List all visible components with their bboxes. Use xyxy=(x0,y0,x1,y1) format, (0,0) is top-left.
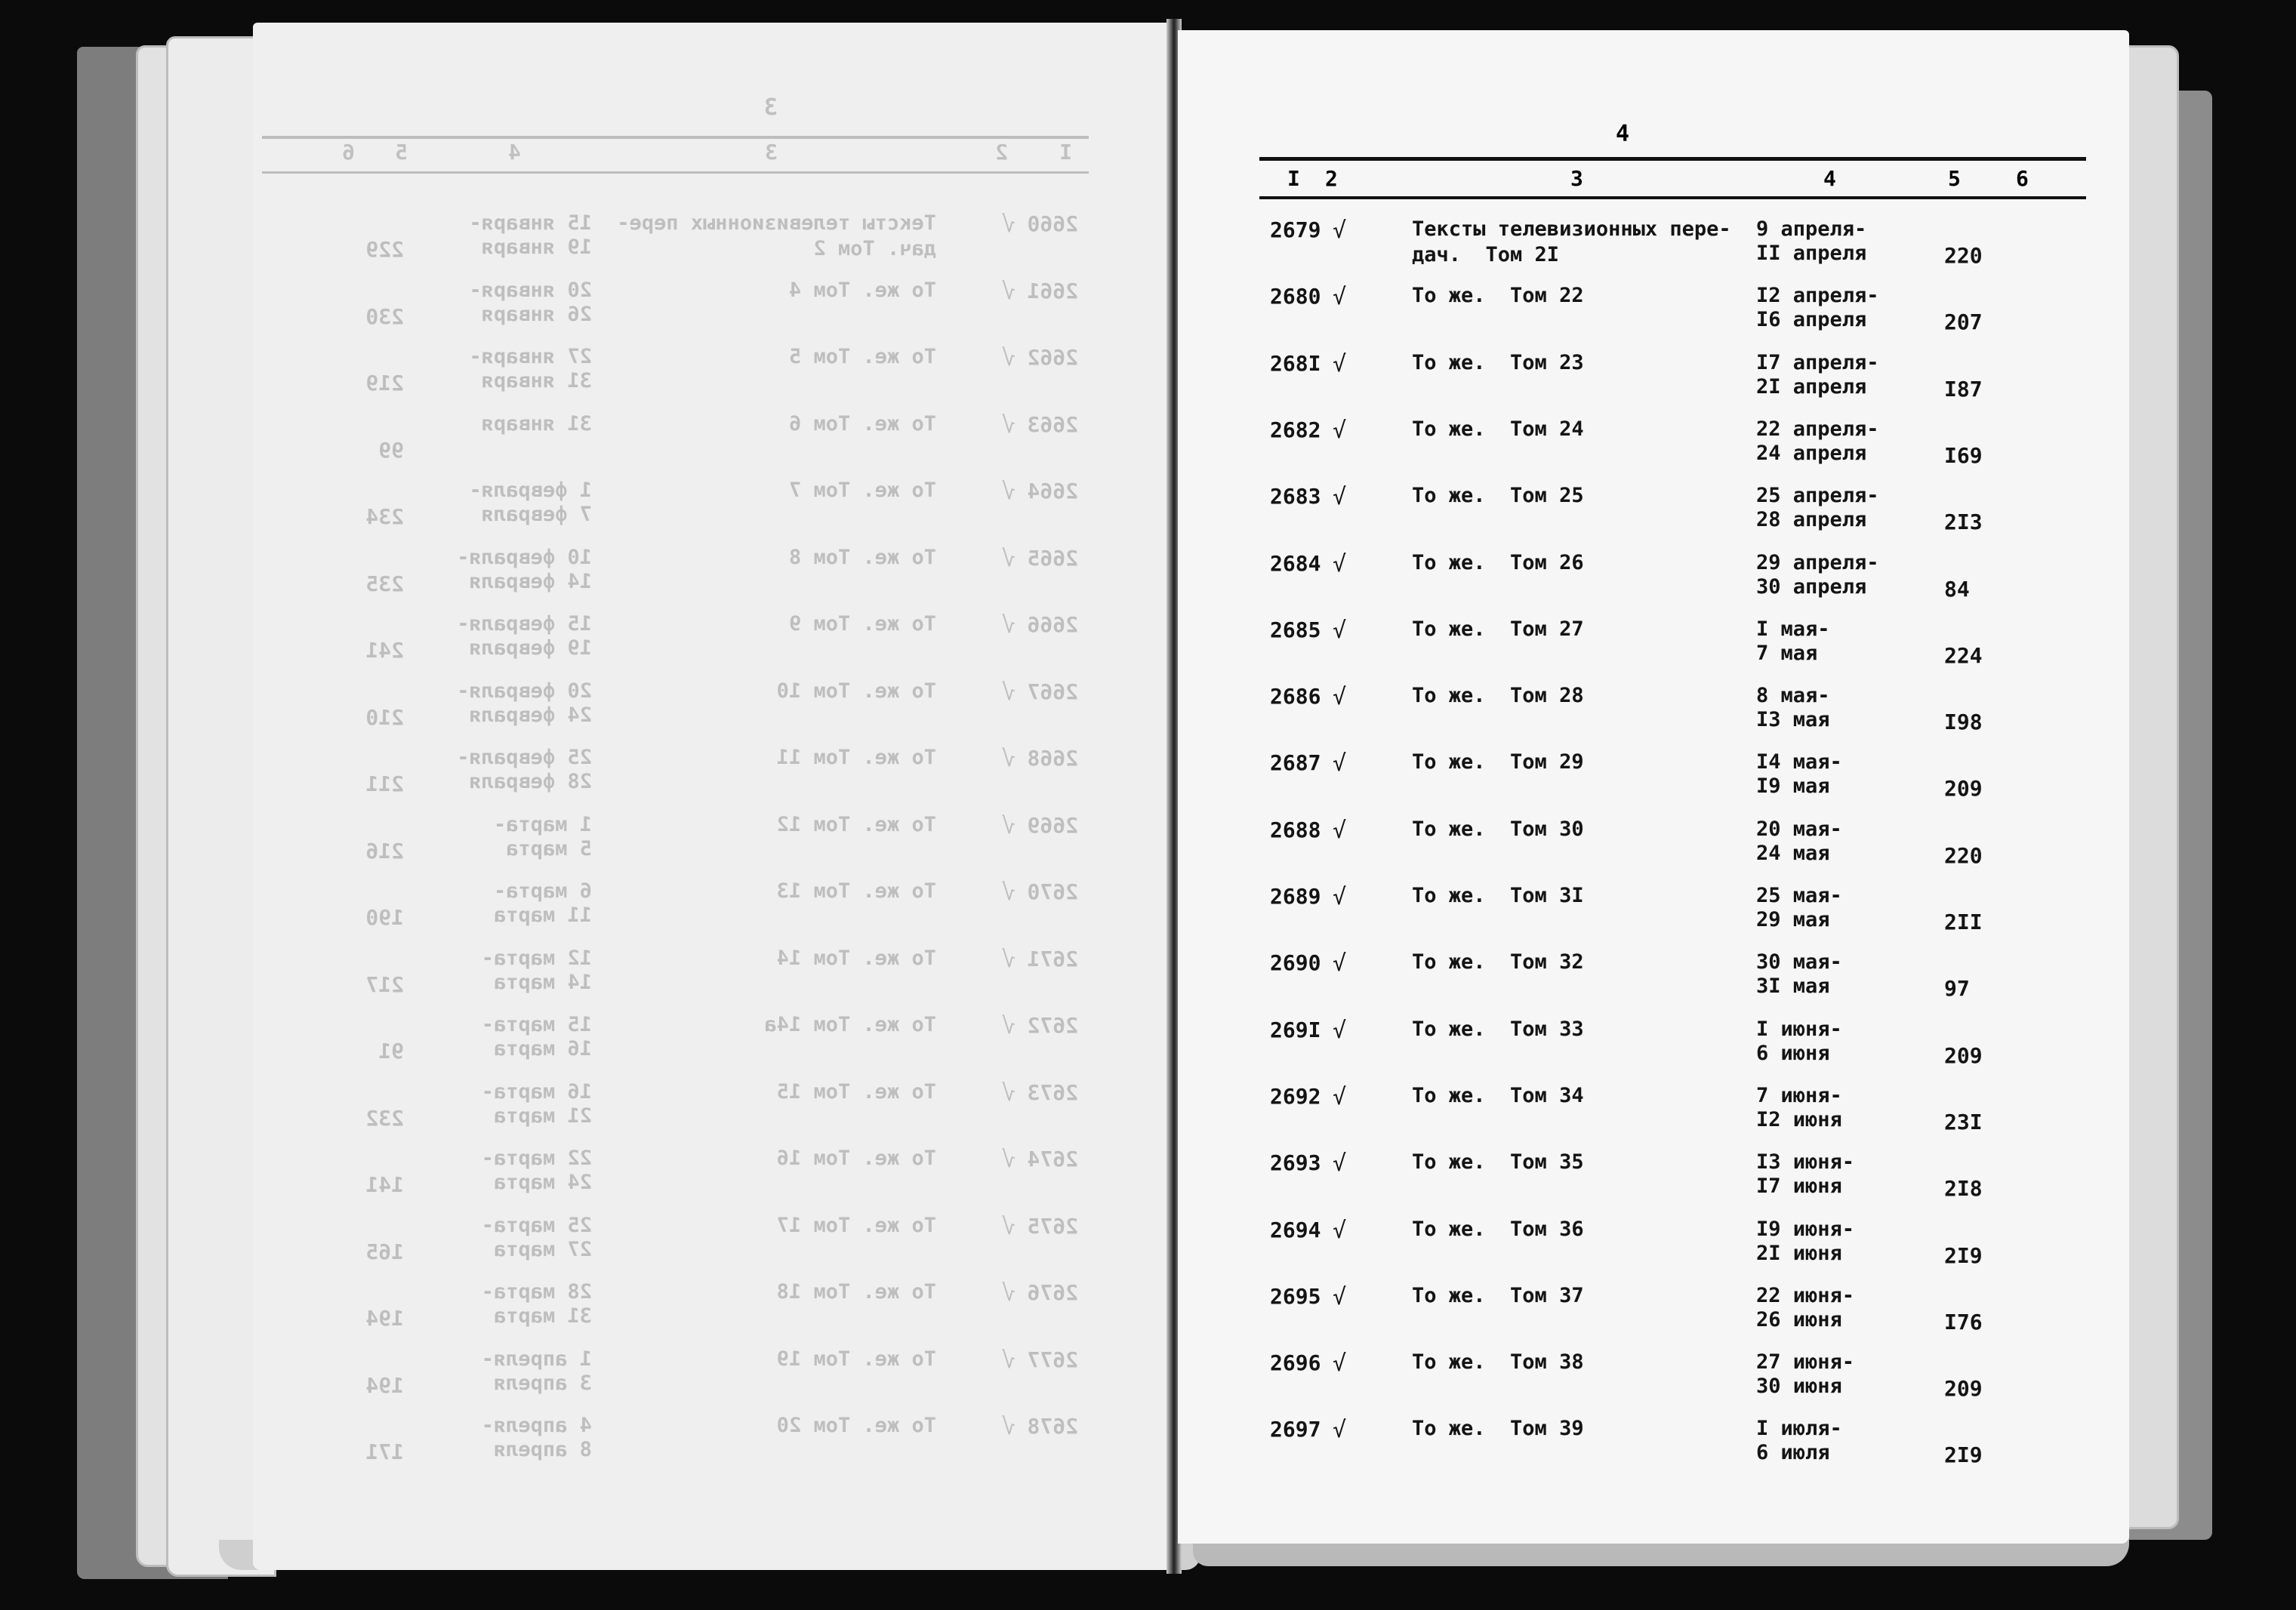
date-end: 7 февраля xyxy=(481,503,592,526)
sheet-count: 217 xyxy=(365,971,404,997)
record-title: То же. Том 14а xyxy=(764,1013,936,1036)
check-mark-icon: √ xyxy=(1333,484,1347,511)
left-page xyxy=(253,23,1170,1570)
date-start: 22 июня- xyxy=(1756,1283,1855,1307)
record-number: 2674 xyxy=(1027,1147,1078,1171)
table-row xyxy=(1178,284,2129,344)
sheet-count: 97 xyxy=(1944,976,1970,1002)
sheet-count: 194 xyxy=(365,1306,404,1331)
record-number: 2675 xyxy=(1027,1213,1078,1239)
sheet-count: 23I xyxy=(1944,1109,1983,1134)
table-row xyxy=(253,1414,1170,1474)
record-number: 2662 xyxy=(1027,345,1078,370)
sheet-count: 216 xyxy=(365,838,404,863)
header-rule-top xyxy=(1259,157,2086,161)
record-number: 2668 xyxy=(1027,746,1078,771)
date-start: 7 июня- xyxy=(1756,1083,1842,1107)
record-title: То же. Том 36 xyxy=(1412,1217,1584,1241)
check-mark-icon: √ xyxy=(1333,817,1347,844)
sheet-count: I69 xyxy=(1944,442,1983,468)
date-end: 24 февраля xyxy=(469,703,592,727)
check-mark-icon: √ xyxy=(1001,812,1015,839)
table-row xyxy=(1178,351,2129,411)
sheet-count: 209 xyxy=(1944,1376,1983,1402)
record-title: То же. Том 5 xyxy=(788,345,936,368)
table-header xyxy=(1178,166,2129,196)
record-title: То же. Том 37 xyxy=(1412,1283,1584,1307)
date-end: 11 марта xyxy=(493,904,592,927)
table-row xyxy=(253,479,1170,539)
record-number: 2689 xyxy=(1270,884,1321,909)
check-mark-icon: √ xyxy=(1333,884,1347,910)
date-start: 20 мая- xyxy=(1756,817,1842,841)
record-number: 2688 xyxy=(1270,817,1321,842)
sheet-count: 91 xyxy=(378,1039,404,1064)
date-start: 22 марта- xyxy=(481,1147,592,1170)
table-row xyxy=(1178,1417,2129,1477)
record-title: То же. Том 39 xyxy=(1412,1417,1584,1441)
check-mark-icon: √ xyxy=(1333,217,1347,244)
table-header xyxy=(253,140,1170,170)
sheet-count: 220 xyxy=(1944,842,1983,868)
date-end: 14 февраля xyxy=(469,569,592,593)
check-mark-icon: √ xyxy=(1001,1414,1015,1440)
record-title: То же. Том 6 xyxy=(788,411,936,436)
table-row xyxy=(253,879,1170,940)
table-row xyxy=(253,1013,1170,1073)
table-row xyxy=(1178,1084,2129,1144)
check-mark-icon: √ xyxy=(1001,1079,1015,1107)
date-start: 1 февраля- xyxy=(469,479,592,502)
check-mark-icon: √ xyxy=(1001,479,1015,505)
sheet-count: 211 xyxy=(365,771,404,796)
date-end: 28 февраля xyxy=(469,770,592,793)
record-number: 2671 xyxy=(1027,946,1078,971)
record-title: То же. Том 18 xyxy=(776,1280,936,1304)
table-row xyxy=(253,746,1170,806)
table-row xyxy=(1178,684,2129,744)
sheet-count: 230 xyxy=(365,303,404,329)
date-start: 29 апреля- xyxy=(1756,550,1879,574)
sheet-count: 219 xyxy=(365,371,404,396)
date-end: 26 июня xyxy=(1756,1307,1842,1331)
header-col-5: 5 xyxy=(395,140,408,165)
table-row xyxy=(253,1147,1170,1207)
table-row xyxy=(253,679,1170,740)
record-title: То же. Том 11 xyxy=(776,746,936,769)
check-mark-icon: √ xyxy=(1333,550,1347,577)
header-col-3: 3 xyxy=(765,140,778,165)
date-start: 15 января- xyxy=(469,211,592,235)
check-mark-icon: √ xyxy=(1333,1283,1347,1310)
table-row xyxy=(1178,750,2129,811)
record-title: То же. Том 12 xyxy=(776,812,936,836)
check-mark-icon: √ xyxy=(1001,1013,1015,1039)
record-number: 2683 xyxy=(1270,484,1321,509)
date-end: 21 марта xyxy=(493,1104,592,1128)
date-start: 1 апреля- xyxy=(481,1347,592,1371)
table-row xyxy=(1178,217,2129,278)
date-start: I9 июня- xyxy=(1756,1217,1855,1241)
table-row xyxy=(253,546,1170,606)
date-start: 1 марта- xyxy=(493,812,592,836)
record-number: 2686 xyxy=(1270,684,1321,710)
page-number: 4 xyxy=(1616,121,1630,147)
record-title: То же. Том 9 xyxy=(788,612,936,636)
sheet-count: 194 xyxy=(365,1372,404,1398)
sheet-count: 165 xyxy=(365,1239,404,1264)
record-number: 2684 xyxy=(1270,550,1321,576)
date-end: 19 января xyxy=(481,235,592,259)
table-row xyxy=(1178,817,2129,878)
header-col-6: 6 xyxy=(2016,166,2029,191)
date-end: 29 мая xyxy=(1756,908,1830,931)
date-end: 14 марта xyxy=(493,970,592,994)
table-row xyxy=(1178,1350,2129,1411)
date-start: 22 апреля- xyxy=(1756,417,1879,441)
sheet-count: 2I9 xyxy=(1944,1442,1983,1468)
record-number: 2695 xyxy=(1270,1283,1321,1309)
check-mark-icon: √ xyxy=(1001,879,1015,906)
date-start: 31 января xyxy=(481,411,592,436)
record-title: То же. Том 22 xyxy=(1412,284,1584,308)
table-row xyxy=(1178,884,2129,944)
sheet-count: 171 xyxy=(365,1439,404,1464)
sheet-count: 2I9 xyxy=(1944,1242,1983,1268)
date-start: I3 июня- xyxy=(1756,1150,1855,1174)
table-row xyxy=(1178,1284,2129,1344)
header-rule-bottom xyxy=(1259,196,2086,199)
record-number: 2693 xyxy=(1270,1150,1321,1176)
table-row xyxy=(253,1080,1170,1141)
date-start: 16 марта- xyxy=(481,1079,592,1104)
sheet-count: 224 xyxy=(1944,642,1983,668)
date-end: 27 марта xyxy=(493,1237,592,1261)
sheet-count: 141 xyxy=(365,1172,404,1197)
date-start: I7 апреля- xyxy=(1756,350,1879,374)
record-title: То же. Том 13 xyxy=(776,879,936,903)
date-start: 10 февраля- xyxy=(457,545,592,569)
header-col-3: 3 xyxy=(1570,166,1583,191)
date-end: 3I мая xyxy=(1756,974,1830,999)
sheet-count: 229 xyxy=(365,237,404,262)
record-number: 2677 xyxy=(1027,1347,1078,1372)
check-mark-icon: √ xyxy=(1001,679,1015,706)
sheet-count: 99 xyxy=(378,437,404,463)
date-start: 8 мая- xyxy=(1756,684,1830,708)
record-number: 2669 xyxy=(1027,812,1078,838)
check-mark-icon: √ xyxy=(1333,1150,1347,1177)
record-title: То же. Том 32 xyxy=(1412,950,1584,974)
sheet-count: 2II xyxy=(1944,910,1983,934)
date-end: 24 апреля xyxy=(1756,441,1867,465)
check-mark-icon: √ xyxy=(1333,950,1347,977)
date-start: 6 марта- xyxy=(493,879,592,903)
date-end: 26 января xyxy=(481,302,592,326)
check-mark-icon: √ xyxy=(1001,1280,1015,1307)
date-end: 2I июня xyxy=(1756,1241,1842,1265)
record-number: 2697 xyxy=(1270,1417,1321,1442)
date-end: 30 июня xyxy=(1756,1375,1842,1399)
check-mark-icon: √ xyxy=(1333,1417,1347,1444)
check-mark-icon: √ xyxy=(1333,350,1347,377)
check-mark-icon: √ xyxy=(1001,612,1015,639)
sheet-count: I76 xyxy=(1944,1309,1983,1334)
record-title-continued: дач. Том 2 xyxy=(813,237,936,260)
check-mark-icon: √ xyxy=(1001,1147,1015,1173)
record-number: 2679 xyxy=(1270,217,1321,242)
sheet-count: 232 xyxy=(365,1105,404,1131)
record-title: То же. Том 7 xyxy=(788,479,936,502)
table-row xyxy=(1178,1017,2129,1078)
record-number: 269I xyxy=(1270,1017,1321,1042)
record-number: 2680 xyxy=(1270,284,1321,309)
record-title: То же. Том 4 xyxy=(788,278,936,302)
check-mark-icon: √ xyxy=(1333,684,1347,711)
date-start: 12 марта- xyxy=(481,946,592,970)
record-title: То же. Том 15 xyxy=(776,1079,936,1104)
record-title: То же. Том 16 xyxy=(776,1147,936,1170)
sheet-count: 241 xyxy=(365,638,404,663)
sheet-count: 235 xyxy=(365,571,404,596)
date-start: 15 марта- xyxy=(481,1013,592,1036)
sheet-count: 2I3 xyxy=(1944,509,1983,535)
table-row xyxy=(1178,551,2129,611)
record-number: 2661 xyxy=(1027,278,1078,303)
record-number: 2696 xyxy=(1270,1350,1321,1376)
record-number: 2690 xyxy=(1270,950,1321,976)
check-mark-icon: √ xyxy=(1001,1213,1015,1240)
table-row xyxy=(253,1214,1170,1274)
header-rule-top xyxy=(262,136,1089,139)
record-title: То же. Том 14 xyxy=(776,946,936,970)
date-end: 24 мая xyxy=(1756,841,1830,865)
date-end: 6 июля xyxy=(1756,1441,1830,1465)
check-mark-icon: √ xyxy=(1001,411,1015,439)
date-end: I2 июня xyxy=(1756,1107,1842,1131)
record-number: 2676 xyxy=(1027,1280,1078,1305)
date-start: 28 марта- xyxy=(481,1280,592,1304)
record-number: 2670 xyxy=(1027,879,1078,904)
table-row xyxy=(1178,1218,2129,1278)
record-number: 2672 xyxy=(1027,1013,1078,1038)
date-end: 16 марта xyxy=(493,1037,592,1061)
date-start: 20 января- xyxy=(469,278,592,302)
check-mark-icon: √ xyxy=(1333,617,1347,644)
record-number: 2687 xyxy=(1270,750,1321,776)
date-start: 4 апреля- xyxy=(481,1414,592,1437)
check-mark-icon: √ xyxy=(1001,746,1015,772)
page-number: 3 xyxy=(763,94,778,121)
record-title: То же. Том 35 xyxy=(1412,1150,1584,1174)
header-col-1: I xyxy=(1059,140,1072,165)
record-title: То же. Том 38 xyxy=(1412,1350,1584,1375)
sheet-count: 209 xyxy=(1944,776,1983,802)
date-start: 20 февраля- xyxy=(457,679,592,703)
table-row xyxy=(253,947,1170,1007)
record-number: 2660 xyxy=(1027,211,1078,236)
record-number: 2666 xyxy=(1027,612,1078,637)
sheet-count: 210 xyxy=(365,704,404,730)
date-end: 8 апреля xyxy=(493,1438,592,1461)
date-end: 6 июня xyxy=(1756,1041,1830,1065)
sheet-count: 190 xyxy=(365,905,404,930)
date-end: 30 апреля xyxy=(1756,574,1867,599)
record-title: Тексты телевизионных пере- xyxy=(617,211,936,235)
record-title: То же. Том 19 xyxy=(776,1347,936,1371)
record-title: То же. Том 17 xyxy=(776,1213,936,1237)
table-row xyxy=(253,345,1170,405)
record-number: 2678 xyxy=(1027,1414,1078,1439)
date-end: 5 марта xyxy=(506,836,592,860)
sheet-count: 2I8 xyxy=(1944,1176,1983,1202)
record-title: То же. Том 30 xyxy=(1412,817,1584,841)
date-start: 25 апреля- xyxy=(1756,484,1879,508)
date-end: 28 апреля xyxy=(1756,508,1867,532)
record-number: 2692 xyxy=(1270,1083,1321,1109)
date-start: 27 января- xyxy=(469,345,592,368)
sheet-count: 84 xyxy=(1944,576,1970,602)
header-rule-bottom xyxy=(262,171,1089,174)
record-title-continued: дач. Том 2I xyxy=(1412,243,1560,266)
header-col-4: 4 xyxy=(1823,166,1836,191)
check-mark-icon: √ xyxy=(1333,1017,1347,1044)
date-end: I3 мая xyxy=(1756,708,1830,732)
check-mark-icon: √ xyxy=(1333,1217,1347,1244)
record-number: 2663 xyxy=(1027,411,1078,437)
date-start: I июня- xyxy=(1756,1017,1842,1041)
check-mark-icon: √ xyxy=(1333,417,1347,444)
check-mark-icon: √ xyxy=(1001,946,1015,973)
date-start: 25 мая- xyxy=(1756,884,1842,907)
record-title: То же. Том 29 xyxy=(1412,750,1584,774)
date-end: I6 апреля xyxy=(1756,308,1867,332)
check-mark-icon: √ xyxy=(1333,1350,1347,1378)
table-row xyxy=(1178,417,2129,478)
record-title: То же. Том 33 xyxy=(1412,1017,1584,1041)
sheet-count: 209 xyxy=(1944,1042,1983,1068)
date-start: 27 июня- xyxy=(1756,1350,1855,1375)
table-row xyxy=(253,612,1170,673)
table-row xyxy=(253,279,1170,339)
date-end: 31 января xyxy=(481,369,592,392)
record-number: 268I xyxy=(1270,350,1321,376)
date-start: 25 марта- xyxy=(481,1213,592,1237)
date-end: 24 марта xyxy=(493,1171,592,1194)
record-title: То же. Том 8 xyxy=(788,545,936,569)
date-end: 19 февраля xyxy=(469,636,592,660)
date-start: 30 мая- xyxy=(1756,950,1842,974)
date-start: 25 февраля- xyxy=(457,746,592,769)
record-title: Тексты телевизионных пере- xyxy=(1412,217,1731,241)
table-row xyxy=(1178,950,2129,1011)
header-col-2: 2 xyxy=(995,140,1008,165)
date-start: I мая- xyxy=(1756,617,1830,641)
date-end: 7 мая xyxy=(1756,641,1818,665)
header-col-2: 2 xyxy=(1325,166,1338,191)
record-title: То же. Том 10 xyxy=(776,679,936,703)
table-row xyxy=(1178,617,2129,678)
record-title: То же. Том 26 xyxy=(1412,550,1584,574)
record-title: То же. Том 27 xyxy=(1412,617,1584,641)
record-number: 2694 xyxy=(1270,1217,1321,1242)
header-col-5: 5 xyxy=(1948,166,1961,191)
record-number: 2682 xyxy=(1270,417,1321,442)
record-title: То же. Том 23 xyxy=(1412,350,1584,374)
table-row xyxy=(253,1280,1170,1341)
check-mark-icon: √ xyxy=(1001,278,1015,305)
date-end: I7 июня xyxy=(1756,1174,1842,1199)
record-number: 2673 xyxy=(1027,1079,1078,1105)
header-col-6: 6 xyxy=(342,140,355,165)
check-mark-icon: √ xyxy=(1001,1347,1015,1374)
date-start: I июля- xyxy=(1756,1417,1842,1441)
date-end: 31 марта xyxy=(493,1304,592,1328)
record-number: 2665 xyxy=(1027,545,1078,571)
record-title: То же. Том 28 xyxy=(1412,684,1584,708)
check-mark-icon: √ xyxy=(1333,750,1347,777)
table-row xyxy=(253,412,1170,473)
left-page-mirrored-text xyxy=(253,23,1170,1570)
check-mark-icon: √ xyxy=(1001,345,1015,371)
table-row xyxy=(1178,484,2129,544)
sheet-count: 234 xyxy=(365,504,404,529)
table-row xyxy=(253,1347,1170,1408)
date-start: 15 февраля- xyxy=(457,612,592,636)
check-mark-icon: √ xyxy=(1333,284,1347,311)
record-title: То же. Том 25 xyxy=(1412,484,1584,508)
record-title: То же. Том 3I xyxy=(1412,884,1584,907)
record-title: То же. Том 34 xyxy=(1412,1083,1584,1107)
date-start: I2 апреля- xyxy=(1756,284,1879,308)
sheet-count: 220 xyxy=(1944,243,1983,268)
header-col-1: I xyxy=(1287,166,1300,191)
date-end: I9 мая xyxy=(1756,774,1830,799)
table-row xyxy=(1178,1150,2129,1211)
date-start: 9 апреля- xyxy=(1756,217,1867,241)
record-number: 2664 xyxy=(1027,479,1078,503)
sheet-count: 207 xyxy=(1944,309,1983,335)
record-number: 2667 xyxy=(1027,679,1078,704)
date-end: 3 апреля xyxy=(493,1371,592,1395)
record-title: То же. Том 20 xyxy=(776,1414,936,1437)
check-mark-icon: √ xyxy=(1333,1083,1347,1110)
sheet-count: I98 xyxy=(1944,710,1983,735)
sheet-count: I87 xyxy=(1944,376,1983,402)
header-col-4: 4 xyxy=(508,140,521,165)
record-title: То же. Том 24 xyxy=(1412,417,1584,441)
date-end: 2I апреля xyxy=(1756,374,1867,399)
date-end: II апреля xyxy=(1756,242,1867,265)
date-start: I4 мая- xyxy=(1756,750,1842,774)
check-mark-icon: √ xyxy=(1001,211,1015,238)
check-mark-icon: √ xyxy=(1001,545,1015,572)
table-row xyxy=(253,211,1170,272)
record-number: 2685 xyxy=(1270,617,1321,642)
right-page xyxy=(1178,30,2129,1544)
table-row xyxy=(253,813,1170,873)
